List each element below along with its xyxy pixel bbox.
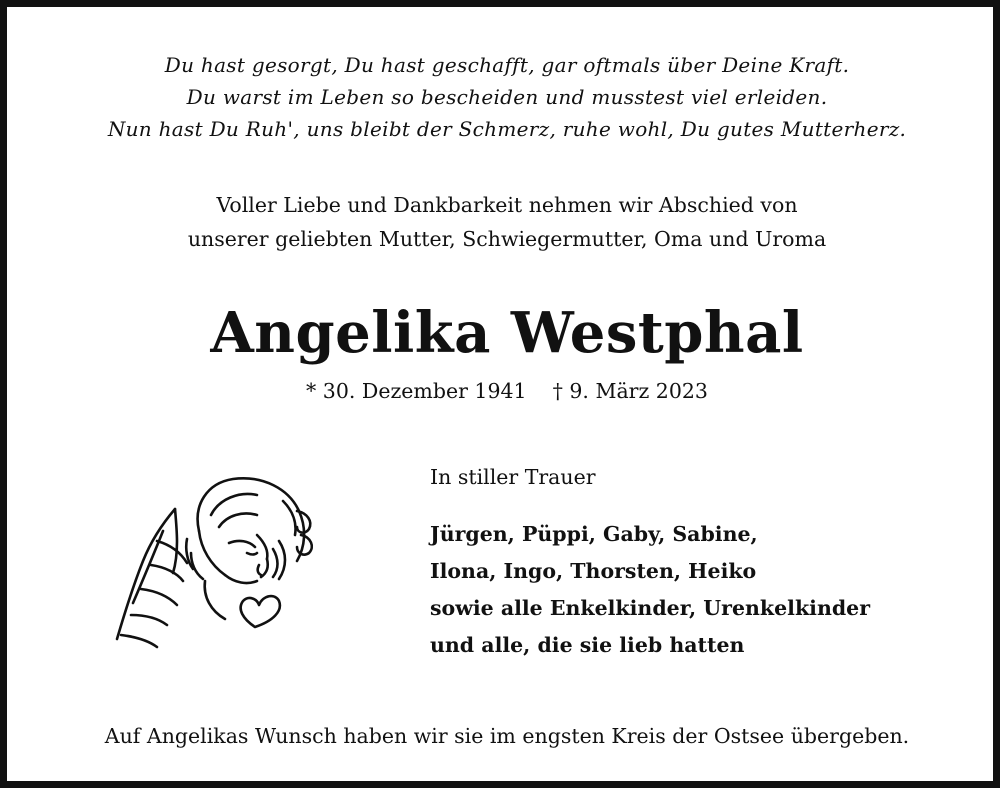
mourners-line: sowie alle Enkelkinder, Urenkelkinder — [430, 596, 871, 620]
closing-note: Auf Angelikas Wunsch haben wir sie im engsten Kreis der Ostsee übergeben. — [104, 724, 910, 748]
intro-text — [7, 188, 1000, 256]
life-dates — [7, 376, 1000, 406]
poem — [7, 49, 1000, 145]
death-date: † 9. März 2023 — [552, 379, 708, 403]
intro-line: Voller Liebe und Dankbarkeit nehmen wir Abschied von — [216, 193, 798, 217]
mourners-list — [430, 516, 870, 664]
birth-date: * 30. Dezember 1941 — [306, 379, 527, 403]
angel-with-heart-icon — [107, 469, 327, 654]
poem-line: Du warst im Leben so bescheiden und musstest viel erleiden. — [186, 85, 828, 109]
intro-line: unserer geliebten Mutter, Schwiegermutter, Oma und Uroma — [187, 227, 827, 251]
poem-line: Nun hast Du Ruh', uns bleibt der Schmerz, ruhe wohl, Du gutes Mutterherz. — [107, 117, 907, 141]
deceased-name: Angelika Westphal — [210, 300, 804, 366]
poem-line: Du hast gesorgt, Du hast geschafft, gar oftmals über Deine Kraft. — [164, 53, 850, 77]
mourners-line: und alle, die sie lieb hatten — [430, 633, 745, 657]
mourning-label: In stiller Trauer — [430, 465, 596, 489]
mourners-line: Jürgen, Püppi, Gaby, Sabine, — [430, 522, 758, 546]
mourners-line: Ilona, Ingo, Thorsten, Heiko — [430, 559, 757, 583]
